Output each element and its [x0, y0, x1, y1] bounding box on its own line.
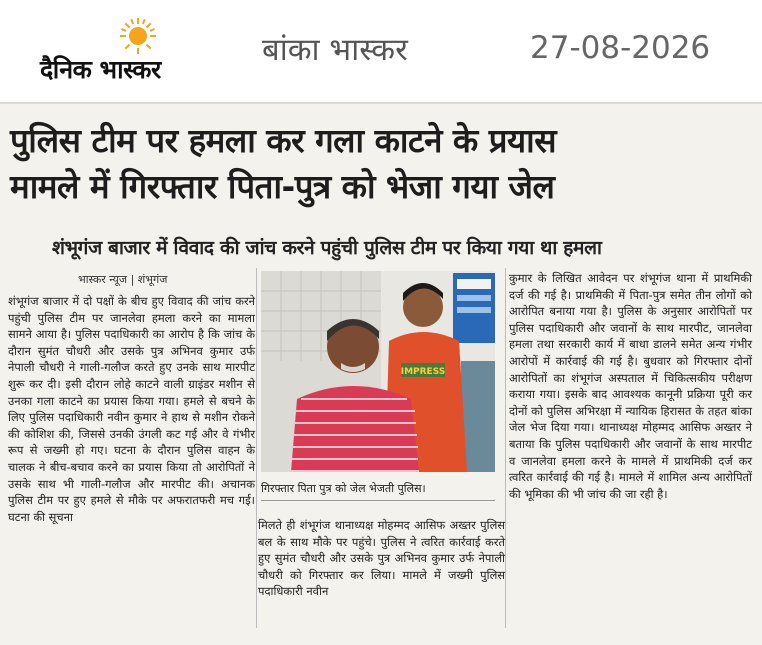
article-column-2: मिलते ही शंभूगंज थानाध्यक्ष मोहम्मद आसिफ अख्तर पुलिस बल के साथ मौके पर पहुंचे। पुलिस ने त्वरित कार्रवाई करते हुए सुमंत चौधरी और उसके पुत्र अभिनव कुमार उर्फ नेपाली चौधरी को गिरफ्तार कर लिया। मामले में जख्मी पुलिस पदाधिकारी नवीन — [258, 518, 505, 599]
sun-icon — [120, 18, 156, 54]
headline-line-1: पुलिस टीम पर हमला कर गला काटने के प्रयास — [10, 121, 557, 160]
edition-name: बांका भास्कर — [262, 32, 408, 68]
news-photo — [261, 271, 495, 472]
headline — [10, 118, 752, 210]
photo-caption: गिरफ्तार पिता पुत्र को जेल भेजती पुलिस। — [261, 478, 495, 501]
edition-date: 27-08-2026 — [530, 30, 711, 66]
article-column-1: शंभूगंज बाजार में दो पक्षों के बीच हुए विवाद की जांच करने पहुंची पुलिस टीम पर जानलेवा हमला करने का मामला सामने आया है। पुलिस पदाधिकारी का आरोप है कि जांच के दौरान सुमंत चौधरी और उसके पुत्र अभिनव कुमार उर्फ नेपाली चौधरी ने गाली-गलौज करते हुए उनके साथ मारपीट शुरू कर दी। इसी दौरान लोहे काटने वाली ग्राइंडर मशीन से उनका गला काटने का प्रयास किया गया। हमले से बचने के लिए पुलिस पदाधिकारी नवीन कुमार ने हाथ से मशीन रोकने की कोशिश की, जिससे उनकी उंगली कट गई और वे गंभीर रूप से जख्मी हो गए। घटना के दौरान पुलिस वाहन के चालक ने बीच-बचाव करने का प्रयास किया तो आरोपितों ने उसके साथ भी गाली-गलौज और मारपीट की। अचानक पुलिस टीम पर हुए हमले से मौके पर अफरातफरी मच गई। घटना की सूचना — [8, 294, 255, 524]
column-divider-left — [256, 268, 257, 628]
masthead — [0, 0, 762, 104]
logo-text: दैनिक भास्कर — [40, 55, 161, 84]
byline: भास्कर न्यूज | शंभूगंज — [78, 273, 168, 286]
headline-line-2: मामले में गिरफ्तार पिता-पुत्र को भेजा गया जेल — [10, 167, 555, 206]
dainik-bhaskar-logo — [40, 18, 220, 88]
shirt-print: IMPRESS — [400, 367, 446, 377]
subheadline: शंभूगंज बाजार में विवाद की जांच करने पहुंची पुलिस टीम पर किया गया था हमला — [52, 237, 602, 259]
photo-illustration — [261, 271, 495, 472]
column-divider-right — [505, 268, 506, 628]
article-column-3: कुमार के लिखित आवेदन पर शंभूगंज थाना में प्राथमिकी दर्ज की गई है। प्राथमिकी में पिता-पुत्र समेत तीन लोगों को आरोपित बनाया गया है। पुलिस के अनुसार आरोपितों पर पुलिस पदाधिकारी और जवानों के साथ मारपीट, जानलेवा हमला तथा सरकारी कार्य में बाधा डालने समेत अन्य गंभीर आरोपों में कार्रवाई की गई है। बुधवार को गिरफ्तार दोनों आरोपितों का शंभूगंज अस्पताल में चिकित्सकीय परीक्षण कराया गया। इसके बाद आवश्यक कानूनी प्रक्रिया पूरी कर दोनों को पुलिस अभिरक्षा में न्यायिक हिरासत के तहत बांका जेल भेज दिया गया। थानाध्यक्ष मोहम्मद आसिफ अख्तर ने बताया कि पुलिस पदाधिकारी और जवानों के साथ मारपीट व जानलेवा हमला करने के मामले में प्राथमिकी दर्ज कर त्वरित कार्रवाई की गई है। मामले में शामिल अन्य आरोपितों की भूमिका की भी जांच की जा रही है। — [509, 271, 752, 501]
